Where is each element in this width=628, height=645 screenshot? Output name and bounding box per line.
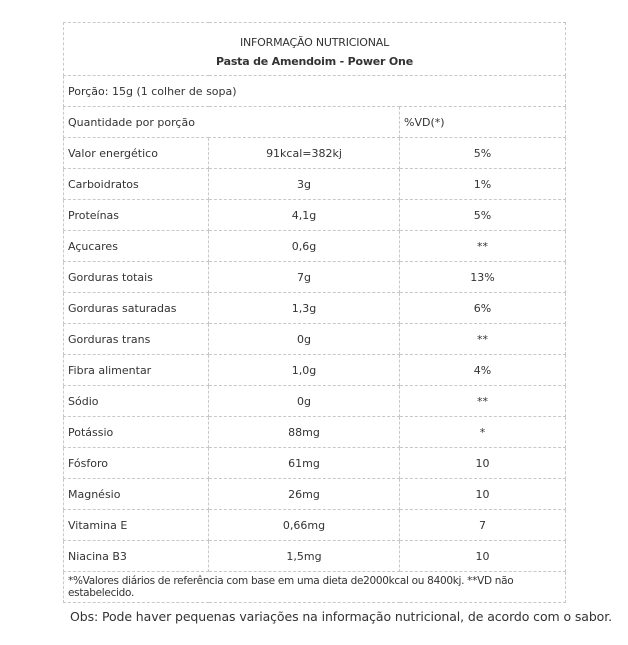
nutrient-amount: 0g (209, 324, 400, 355)
title-cell (64, 23, 566, 76)
nutrient-name: Sódio (64, 386, 209, 417)
column-header-row (64, 107, 566, 138)
nutrient-amount: 26mg (209, 479, 400, 510)
nutrient-row (64, 231, 566, 262)
nutrient-dv: 1% (400, 169, 566, 200)
nutrient-dv: ** (400, 231, 566, 262)
nutrient-row (64, 541, 566, 572)
table-title: INFORMAÇÃO NUTRICIONAL (239, 36, 390, 49)
nutrient-row (64, 138, 566, 169)
nutrient-amount: 7g (209, 262, 400, 293)
nutrient-row (64, 479, 566, 510)
nutrient-amount: 91kcal=382kj (209, 138, 400, 169)
nutrient-row (64, 355, 566, 386)
nutrient-dv: * (400, 417, 566, 448)
nutrient-name: Carboidratos (64, 169, 209, 200)
nutrient-amount: 61mg (209, 448, 400, 479)
nutrient-name: Valor energético (64, 138, 209, 169)
nutrient-name: Açucares (64, 231, 209, 262)
nutrient-row (64, 510, 566, 541)
quantity-header: Quantidade por porção (64, 107, 400, 138)
observation-note: Obs: Pode haver pequenas variações na informação nutricional, de acordo com o sabor. (70, 609, 612, 624)
nutrient-row (64, 169, 566, 200)
nutrient-name: Niacina B3 (64, 541, 209, 572)
nutrient-amount: 3g (209, 169, 400, 200)
footnote: *%Valores diários de referência com base em uma dieta de2000kcal ou 8400kj. **VD não estabelecido. (64, 572, 566, 603)
nutrition-table (63, 22, 566, 603)
nutrient-dv: 5% (400, 138, 566, 169)
nutrient-name: Vitamina E (64, 510, 209, 541)
nutrient-name: Gorduras saturadas (64, 293, 209, 324)
nutrient-dv: ** (400, 386, 566, 417)
dv-header: %VD(*) (400, 107, 566, 138)
serving-size: Porção: 15g (1 colher de sopa) (64, 76, 566, 107)
nutrient-amount: 1,3g (209, 293, 400, 324)
nutrient-amount: 1,5mg (209, 541, 400, 572)
nutrient-name: Gorduras totais (64, 262, 209, 293)
nutrient-name: Proteínas (64, 200, 209, 231)
nutrient-dv: 13% (400, 262, 566, 293)
nutrient-name: Fibra alimentar (64, 355, 209, 386)
nutrient-row (64, 417, 566, 448)
nutrient-dv: 10 (400, 479, 566, 510)
nutrient-name: Gorduras trans (64, 324, 209, 355)
nutrient-dv: ** (400, 324, 566, 355)
nutrient-amount: 0g (209, 386, 400, 417)
nutrient-dv: 4% (400, 355, 566, 386)
footnote-row (64, 572, 566, 603)
nutrient-row (64, 293, 566, 324)
nutrient-dv: 10 (400, 541, 566, 572)
nutrient-dv: 5% (400, 200, 566, 231)
nutrient-name: Fósforo (64, 448, 209, 479)
nutrient-amount: 0,66mg (209, 510, 400, 541)
nutrient-amount: 88mg (209, 417, 400, 448)
product-name: Pasta de Amendoim - Power One (216, 55, 413, 68)
nutrient-name: Magnésio (64, 479, 209, 510)
nutrient-row (64, 386, 566, 417)
nutrient-row (64, 200, 566, 231)
nutrient-dv: 10 (400, 448, 566, 479)
nutrient-row (64, 262, 566, 293)
title-row (64, 23, 566, 76)
nutrient-name: Potássio (64, 417, 209, 448)
nutrient-row (64, 448, 566, 479)
nutrient-amount: 1,0g (209, 355, 400, 386)
nutrient-dv: 7 (400, 510, 566, 541)
nutrient-amount: 4,1g (209, 200, 400, 231)
serving-row (64, 76, 566, 107)
nutrient-row (64, 324, 566, 355)
nutrient-amount: 0,6g (209, 231, 400, 262)
nutrient-dv: 6% (400, 293, 566, 324)
